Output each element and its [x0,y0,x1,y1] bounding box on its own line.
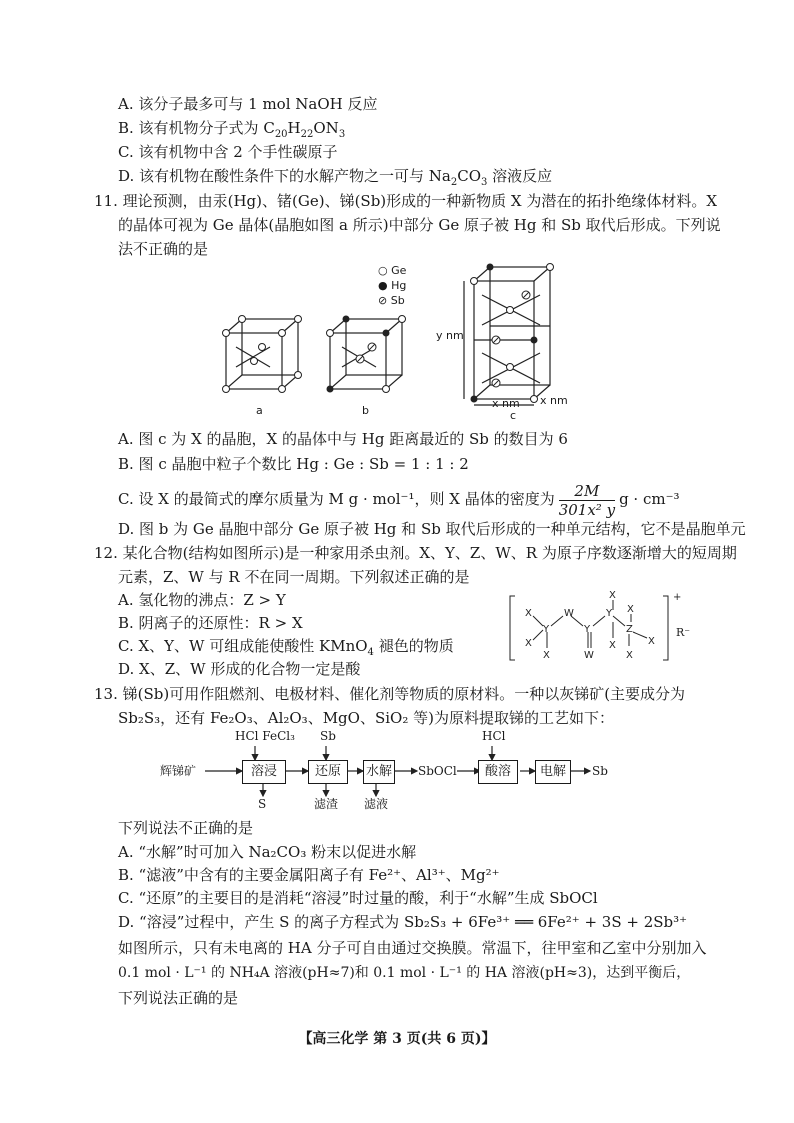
dimension-x2: x nm [540,394,568,407]
q12-option-d: D. X、Z、W 形成的化合物一定是酸 [118,660,361,678]
legend-hg: ● Hg [378,279,407,292]
flow-output-3: 滤液 [364,797,389,811]
q10-option-c: C. 该有机物中含 2 个手性碳原子 [118,143,338,161]
q11-stem-line3: 法不正确的是 [118,240,209,258]
q11-option-a: A. 图 c 为 X 的晶胞，X 的晶体中与 Hg 距离最近的 Sb 的数目为 6 [118,430,568,448]
q11-option-c: C. 设 X 的最简式的摩尔质量为 M g · mol⁻¹，则 X 晶体的密度为 $\frac{2M}{\text{301x² y}}$ g · cm⁻³ [118,481,680,519]
page-footer: 【高三化学 第 3 页(共 6 页)】 [298,1031,496,1047]
flow-reagent-3: HCl [482,729,506,743]
q12-option-c: C. X、Y、W 可组成能使酸性 KMnO$_4$ 褪色的物质 [118,637,454,658]
q11-stem-line2: 的晶体可视为 Ge 晶体(晶胞如图 a 所示)中部分 Ge 原子被 Hg 和 Sb 取代后形成。下列说 [118,216,721,234]
flow-output-2: 滤渣 [314,797,339,811]
q12-stem-line2: 元素，Z、W 与 R 不在同一周期。下列叙述正确的是 [118,568,470,586]
svg-text:X: X [525,638,532,649]
structure-charge: + [673,592,682,603]
svg-text:X: X [543,650,550,661]
svg-text:X: X [648,636,655,647]
figure-label-b: b [362,404,369,417]
svg-text:W: W [584,650,594,661]
svg-text:X: X [627,604,634,615]
flow-intermediate: SbOCl [418,764,457,778]
flow-product: Sb [592,764,608,778]
q12-stem-line1: 12. 某化合物(结构如图所示)是一种家用杀虫剂。X、Y、Z、W、R 为原子序数逐渐增大的短周期 [94,544,737,562]
svg-text:Z: Z [626,624,633,635]
q11-option-b: B. 图 c 晶胞中粒子个数比 Hg : Ge : Sb = 1 : 1 : 2 [118,455,469,473]
q14-stem-line2: 0.1 mol · L⁻¹ 的 NH₄A 溶液(pH≈7)和 0.1 mol · L⁻¹ 的 HA 溶液(pH≈3)，达到平衡后， [118,965,691,981]
q10-option-d: D. 该有机物在酸性条件下的水解产物之一可与 $Na_2CO_3$ 溶液反应 [118,167,553,188]
q13-option-a: A. “水解”时可加入 Na₂CO₃ 粉末以促进水解 [118,843,417,861]
dimension-y: y nm [436,329,464,342]
figure-label-c: c [510,409,517,422]
q14-stem-line3: 下列说法正确的是 [118,989,239,1007]
svg-text:X: X [609,640,616,651]
q13-question: 下列说法不正确的是 [118,819,254,837]
svg-text:Y: Y [606,608,613,619]
flow-step-4: 酸溶 [478,760,518,784]
legend-ge: ○ Ge [378,264,407,277]
q13-stem-line2: Sb₂S₃，还有 Fe₂O₃、Al₂O₃、MgO、SiO₂ 等)为原料提取锑的工艺如下： [118,709,614,727]
legend-sb: ⊘ Sb [378,294,405,307]
q13-stem-line1: 13. 锑(Sb)可用作阻燃剂、电极材料、催化剂等物质的原材料。一种以灰锑矿(主要成分为 [94,685,686,703]
flow-step-1: 溶浸 [242,760,286,784]
q11-option-d: D. 图 b 为 Ge 晶胞中部分 Ge 原子被 Hg 和 Sb 取代后形成的一种单元结构，它不是晶胞单元 [118,520,746,538]
q14-stem-line1: 如图所示，只有未电离的 HA 分子可自由通过交换膜。常温下，往甲室和乙室中分别加入 [118,939,707,957]
flow-output-1: S [258,797,267,811]
figure-label-a: a [256,404,263,417]
svg-text:X: X [626,650,633,661]
structure-anion: R⁻ [676,626,691,639]
svg-text:Y: Y [543,624,550,635]
flow-step-5: 电解 [535,760,571,784]
q12-option-b: B. 阴离子的还原性：R > X [118,614,303,632]
q13-option-c: C. “还原”的主要目的是消耗“溶浸”时过量的酸，利于“水解”生成 SbOCl [118,889,598,907]
q12-option-a: A. 氢化物的沸点：Z > Y [118,591,286,609]
q13-option-d: D. “溶浸”过程中，产生 S 的离子方程式为 Sb₂S₃ + 6Fe³⁺ ══ 6Fe²⁺ + 3S + 2Sb³⁺ [118,913,688,931]
svg-text:X: X [609,590,616,601]
svg-text:Y: Y [584,624,591,635]
q13-option-b: B. “滤液”中含有的主要金属阳离子有 Fe²⁺、Al³⁺、Mg²⁺ [118,866,500,884]
dimension-x1: x nm [492,397,520,410]
q11-stem-line1: 11. 理论预测，由汞(Hg)、锗(Ge)、锑(Sb)形成的一种新物质 X 为潜在的拓扑绝缘体材料。X [94,192,718,210]
density-fraction: $\frac{2M}{\text{301x² y}}$ [558,481,616,519]
flow-reagent-1: HCl FeCl₃ [235,729,295,743]
flow-step-3: 水解 [363,760,395,784]
compound-structure [505,588,695,668]
q10-option-b: B. 该有机物分子式为 $C_{20}H_{22}ON_3$ [118,119,346,140]
flow-feed: 辉锑矿 [160,764,197,778]
svg-text:X: X [525,608,532,619]
flow-reagent-2: Sb [320,729,336,743]
svg-text:W: W [564,608,574,619]
q10-option-a: A. 该分子最多可与 1 mol NaOH 反应 [118,95,378,113]
flow-step-2: 还原 [308,760,348,784]
